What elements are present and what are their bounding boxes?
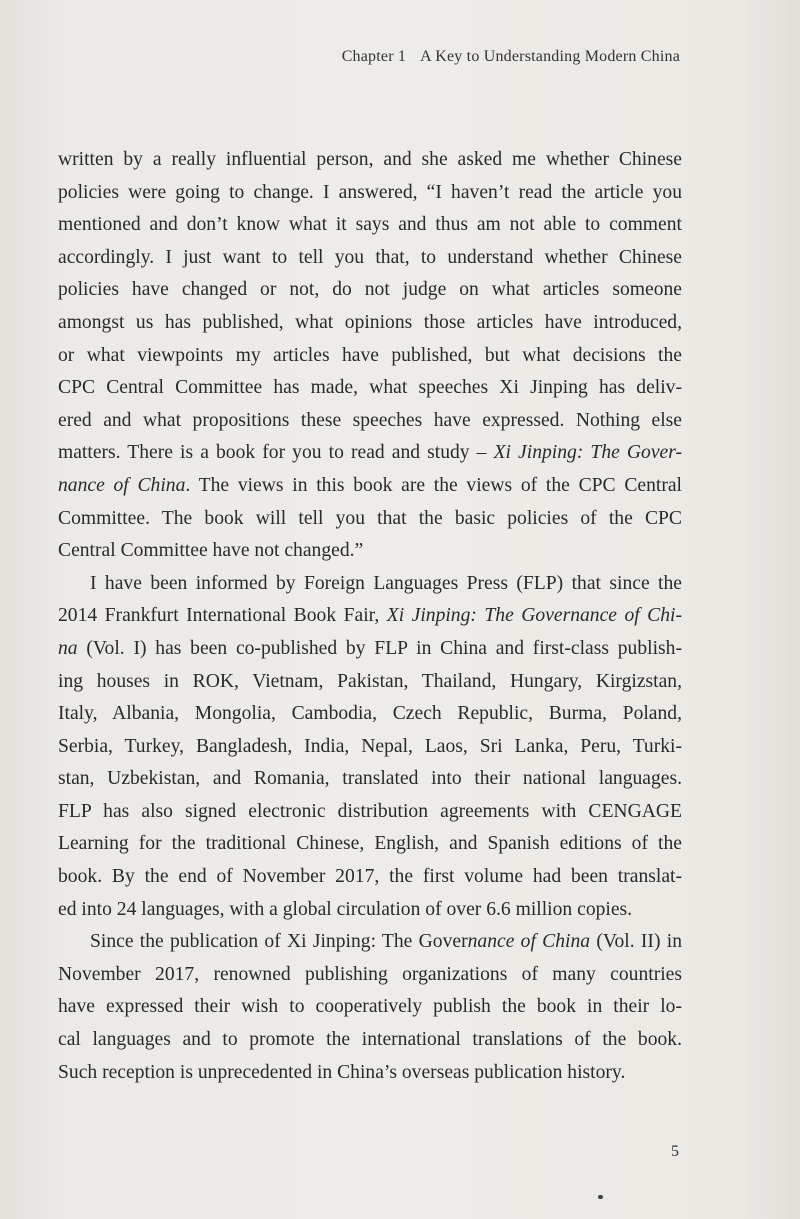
- text-line: amongst us has published, what opinions those articles have introduced,: [58, 311, 682, 333]
- text-line: policies have changed or not, do not judge on what articles someone: [58, 279, 682, 301]
- text-line: written by a really influential person, and she asked me whether Chinese: [58, 149, 682, 170]
- page-number: 5: [671, 1143, 679, 1160]
- text-line: Such reception is unprecedented in China’s overseas publication history.: [58, 1061, 626, 1083]
- text-line: na (Vol. I) has been co-published by FLP in China and first-class publish-: [58, 637, 682, 659]
- text-line: or what viewpoints my articles have published, but what decisions the: [58, 344, 682, 366]
- paragraph: [58, 144, 682, 568]
- text-line: ered and what propositions these speeches have expressed. Nothing else: [58, 409, 682, 431]
- text-line: stan, Uzbekistan, and Romania, translated into their national languages.: [58, 768, 682, 790]
- text-line: 2014 Frankfurt International Book Fair, Xi Jinping: The Governance of Chi-: [58, 605, 682, 627]
- text-line: CPC Central Committee has made, what speeches Xi Jinping has deliv-: [58, 377, 682, 399]
- body-text: [58, 144, 682, 1089]
- text-line: accordingly. I just want to tell you that, to understand whether Chinese: [58, 246, 682, 268]
- text-line: cal languages and to promote the international translations of the book.: [58, 1029, 682, 1051]
- chapter-title: A Key to Understanding Modern China: [420, 48, 680, 65]
- text-line: Since the publication of Xi Jinping: The Governance of China (Vol. II) in: [90, 931, 682, 953]
- text-line: nance of China. The views in this book are the views of the CPC Central: [58, 474, 682, 496]
- text-line: Central Committee have not changed.”: [58, 540, 364, 562]
- text-line: Serbia, Turkey, Bangladesh, India, Nepal, Laos, Sri Lanka, Peru, Turki-: [58, 735, 682, 757]
- text-line: ed into 24 languages, with a global circulation of over 6.6 million copies.: [58, 898, 633, 920]
- running-head: [342, 48, 680, 66]
- text-line: FLP has also signed electronic distribution agreements with CENGAGE: [58, 800, 682, 822]
- text-line: Italy, Albania, Mongolia, Cambodia, Czech Republic, Burma, Poland,: [58, 703, 682, 725]
- text-line: mentioned and don’t know what it says and thus am not able to comment: [58, 214, 682, 236]
- text-line: Learning for the traditional Chinese, English, and Spanish editions of the: [58, 833, 682, 855]
- chapter-label: Chapter 1: [341, 48, 407, 65]
- text-line: I have been informed by Foreign Languages Press (FLP) that since the: [90, 572, 682, 594]
- text-line: matters. There is a book for you to read and study – Xi Jinping: The Gover-: [58, 442, 682, 464]
- paragraph: [58, 568, 682, 927]
- text-line: ing houses in ROK, Vietnam, Pakistan, Thailand, Hungary, Kirgizstan,: [58, 670, 682, 692]
- paper-speck: [598, 1195, 603, 1199]
- text-line: have expressed their wish to cooperatively publish the book in their lo-: [58, 996, 682, 1018]
- text-line: Committee. The book will tell you that the basic policies of the CPC: [58, 507, 682, 529]
- text-line: book. By the end of November 2017, the first volume had been translat-: [58, 866, 682, 888]
- paragraph: [58, 926, 682, 1089]
- text-line: November 2017, renowned publishing organizations of many countries: [58, 963, 682, 985]
- text-line: policies were going to change. I answered, “I haven’t read the article you: [58, 181, 682, 203]
